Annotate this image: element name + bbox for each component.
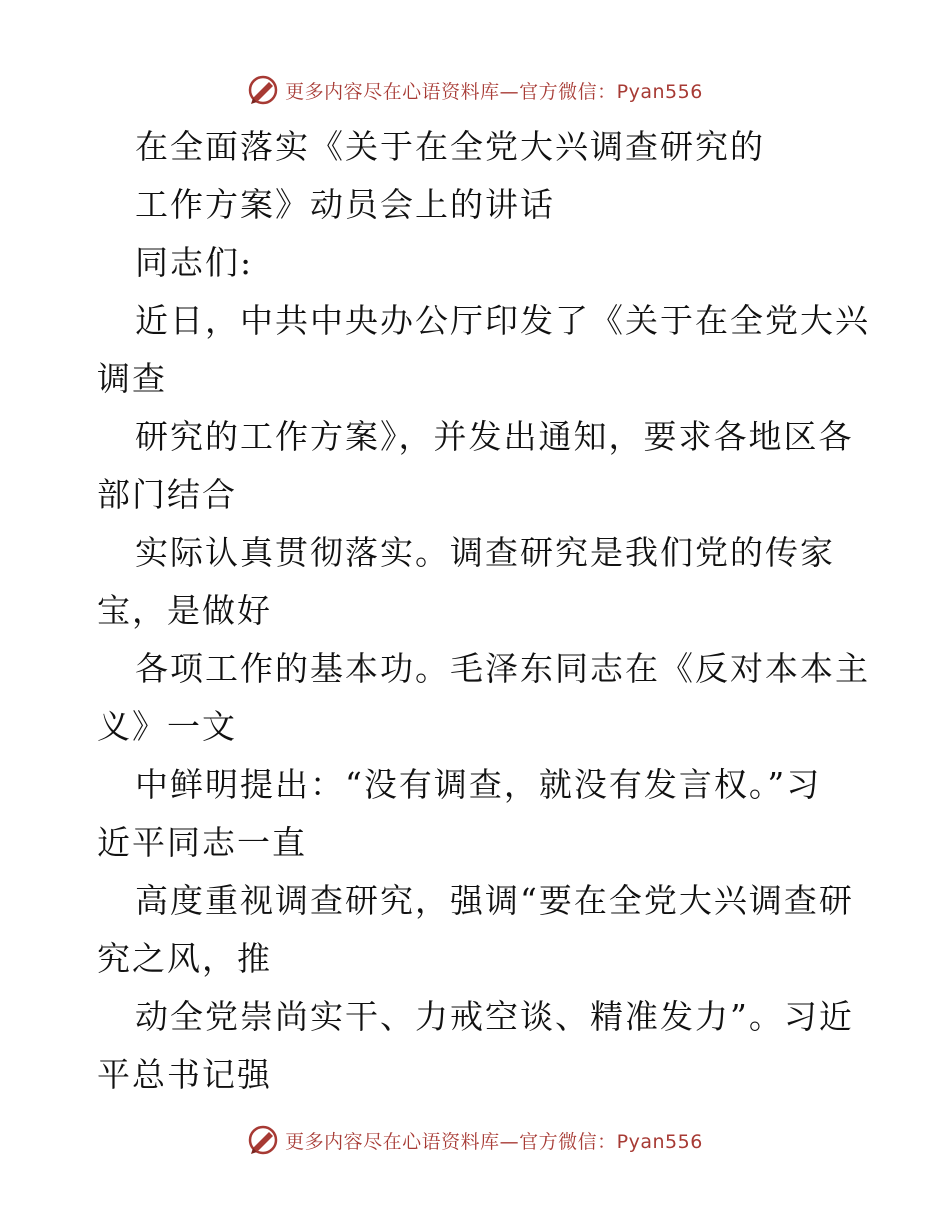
document-body [97, 118, 870, 1104]
text-line: 平总书记强 [97, 1055, 272, 1094]
text-line: 各项工作的基本功。毛泽东同志在《反对本本主 [135, 649, 870, 688]
watermark-header [0, 70, 950, 110]
text-line: 在全面落实《关于在全党大兴调查研究的 [135, 127, 765, 166]
text-line: 近日，中共中央办公厅印发了《关于在全党大兴 [135, 301, 870, 340]
text-line: 部门结合 [97, 475, 237, 514]
pen-logo-icon [247, 74, 279, 106]
watermark-text: 更多内容尽在心语资料库—官方微信：Pyan556 [285, 80, 703, 103]
text-line: 研究的工作方案》，并发出通知，要求各地区各 [135, 417, 854, 456]
pen-logo-icon [247, 1124, 279, 1156]
text-line: 究之风，推 [97, 939, 272, 978]
watermark-footer [0, 1120, 950, 1160]
text-line: 中鲜明提出：“没有调查，就没有发言权。”习 [135, 765, 822, 804]
text-line: 调查 [97, 359, 167, 398]
text-line: 高度重视调查研究，强调“要在全党大兴调查研 [135, 881, 854, 920]
text-line: 义》一文 [97, 707, 237, 746]
watermark-text: 更多内容尽在心语资料库—官方微信：Pyan556 [285, 1130, 703, 1153]
text-line: 近平同志一直 [97, 823, 307, 862]
text-line: 宝，是做好 [97, 591, 272, 630]
text-line: 同志们: [135, 243, 254, 282]
text-line: 动全党崇尚实干、力戒空谈、精准发力”。习近 [135, 997, 854, 1036]
text-line: 实际认真贯彻落实。调查研究是我们党的传家 [135, 533, 835, 572]
text-line: 工作方案》动员会上的讲话 [135, 185, 555, 224]
